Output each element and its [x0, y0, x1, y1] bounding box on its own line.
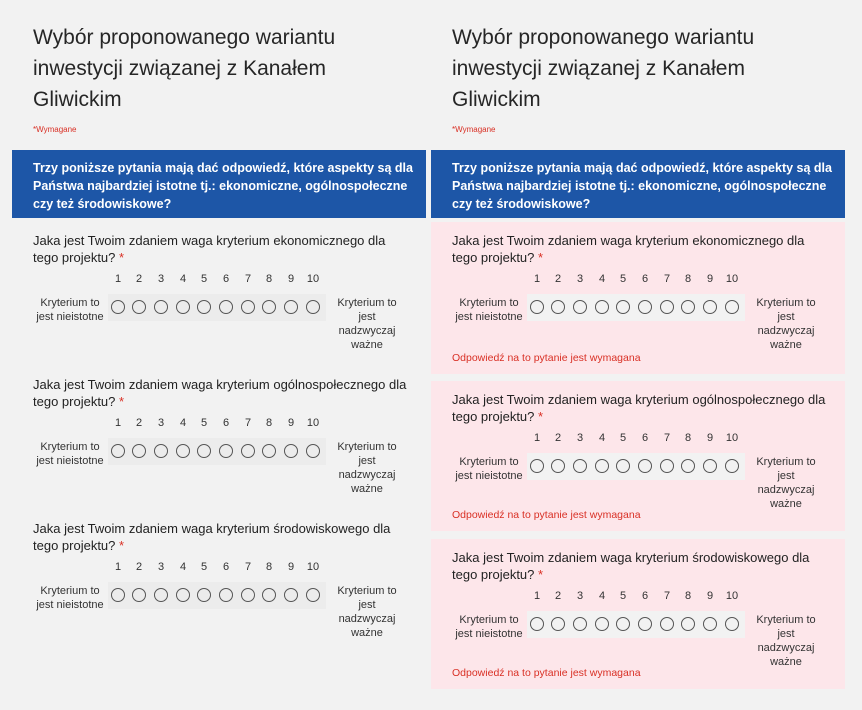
question-title [452, 391, 832, 425]
scale-radio-9[interactable] [284, 300, 298, 314]
scale-number: 3 [576, 590, 584, 602]
scale-number: 10 [306, 561, 320, 573]
scale-radio-7[interactable] [660, 300, 674, 314]
scale-number: 1 [114, 561, 122, 573]
scale-number: 10 [306, 417, 320, 429]
question-title [33, 232, 413, 266]
validation-error: Odpowiedź na to pytanie jest wymagana [452, 667, 641, 679]
scale-radio-2[interactable] [132, 444, 146, 458]
scale-number: 6 [222, 273, 230, 285]
scale-radio-1[interactable] [111, 444, 125, 458]
scale-number: 3 [157, 417, 165, 429]
linear-scale-track [527, 453, 745, 480]
scale-number: 5 [200, 561, 208, 573]
scale-radio-8[interactable] [681, 617, 695, 631]
question-environmental [12, 520, 426, 650]
scale-radio-7[interactable] [660, 459, 674, 473]
scale-numbers [12, 273, 426, 287]
scale-number: 7 [244, 417, 252, 429]
linear-scale-track [108, 438, 326, 465]
scale-radio-1[interactable] [530, 617, 544, 631]
scale-radio-4[interactable] [176, 300, 190, 314]
form-title: Wybór proponowanego wariantu inwestycji związanej z Kanałem Gliwickim [452, 26, 755, 111]
scale-radio-3[interactable] [573, 617, 587, 631]
question-environmental [431, 539, 845, 689]
required-star: * [119, 394, 125, 409]
scale-number: 5 [200, 417, 208, 429]
question-economic [431, 222, 845, 374]
scale-number: 6 [641, 273, 649, 285]
scale-radio-10[interactable] [306, 444, 320, 458]
scale-number: 10 [725, 590, 739, 602]
scale-radio-5[interactable] [197, 300, 211, 314]
question-social [431, 381, 845, 531]
required-star: * [119, 250, 125, 265]
linear-scale-track [108, 294, 326, 321]
scale-radio-3[interactable] [154, 444, 168, 458]
scale-high-label: Kryterium to jest nadzwyczaj ważne [756, 297, 816, 351]
scale-radio-2[interactable] [132, 588, 146, 602]
scale-radio-9[interactable] [703, 300, 717, 314]
scale-radio-4[interactable] [595, 300, 609, 314]
scale-number: 1 [533, 432, 541, 444]
section-description: Trzy poniższe pytania mają dać odpowiedź, które aspekty są dla Państwa najbardziej istotne tj.: ekonomiczne, ogólnospołeczne czy też środowiskowe? [431, 150, 845, 218]
scale-high-label: Kryterium to jest nadzwyczaj ważne [756, 614, 816, 668]
scale-radio-8[interactable] [262, 588, 276, 602]
question-economic [12, 232, 426, 362]
scale-low-label: Kryterium to jest nieistotne [36, 441, 104, 467]
scale-radio-2[interactable] [551, 617, 565, 631]
scale-radio-9[interactable] [284, 444, 298, 458]
scale-radio-10[interactable] [725, 300, 739, 314]
required-star: * [538, 409, 544, 424]
scale-radio-4[interactable] [176, 444, 190, 458]
scale-high-label: Kryterium to jest nadzwyczaj ważne [756, 456, 816, 510]
scale-radio-4[interactable] [176, 588, 190, 602]
scale-number: 2 [554, 590, 562, 602]
validation-error: Odpowiedź na to pytanie jest wymagana [452, 352, 641, 364]
scale-radio-10[interactable] [725, 617, 739, 631]
scale-number: 3 [576, 432, 584, 444]
scale-number: 7 [663, 273, 671, 285]
scale-radio-6[interactable] [219, 588, 233, 602]
scale-high-label: Kryterium to jest nadzwyczaj ważne [337, 297, 397, 351]
scale-radio-10[interactable] [725, 459, 739, 473]
question-title [452, 549, 832, 583]
scale-number: 1 [533, 273, 541, 285]
scale-radio-1[interactable] [530, 300, 544, 314]
scale-radio-2[interactable] [551, 459, 565, 473]
scale-number: 8 [684, 273, 692, 285]
scale-number: 7 [244, 273, 252, 285]
scale-number: 4 [598, 273, 606, 285]
scale-low-label: Kryterium to jest nieistotne [36, 297, 104, 323]
scale-number: 5 [619, 273, 627, 285]
scale-number: 2 [554, 273, 562, 285]
scale-radio-5[interactable] [197, 444, 211, 458]
scale-number: 4 [179, 273, 187, 285]
scale-radio-3[interactable] [573, 300, 587, 314]
scale-radio-7[interactable] [241, 588, 255, 602]
required-star: * [119, 538, 125, 553]
scale-low-label: Kryterium to jest nieistotne [455, 297, 523, 323]
scale-number: 7 [244, 561, 252, 573]
scale-number: 7 [663, 432, 671, 444]
scale-number: 2 [554, 432, 562, 444]
scale-radio-4[interactable] [595, 459, 609, 473]
scale-radio-6[interactable] [638, 617, 652, 631]
scale-radio-2[interactable] [551, 300, 565, 314]
scale-radio-10[interactable] [306, 300, 320, 314]
scale-number: 6 [641, 432, 649, 444]
scale-radio-8[interactable] [681, 300, 695, 314]
scale-number: 2 [135, 561, 143, 573]
scale-number: 10 [725, 432, 739, 444]
scale-radio-6[interactable] [638, 300, 652, 314]
scale-radio-9[interactable] [703, 459, 717, 473]
scale-number: 9 [287, 561, 295, 573]
scale-radio-9[interactable] [703, 617, 717, 631]
scale-number: 1 [533, 590, 541, 602]
scale-radio-7[interactable] [241, 444, 255, 458]
validation-error: Odpowiedź na to pytanie jest wymagana [452, 509, 641, 521]
scale-number: 9 [706, 590, 714, 602]
scale-low-label: Kryterium to jest nieistotne [36, 585, 104, 611]
form-panel-default [12, 0, 426, 710]
scale-number: 4 [598, 590, 606, 602]
question-text: Jaka jest Twoim zdaniem waga kryterium ekonomicznego dla tego projektu? [452, 233, 805, 265]
question-text: Jaka jest Twoim zdaniem waga kryterium ogólnospołecznego dla tego projektu? [452, 392, 826, 424]
scale-radio-5[interactable] [616, 459, 630, 473]
scale-high-label: Kryterium to jest nadzwyczaj ważne [337, 441, 397, 495]
required-star: * [538, 250, 544, 265]
scale-number: 8 [265, 561, 273, 573]
scale-number: 2 [135, 417, 143, 429]
question-social [12, 376, 426, 506]
scale-number: 9 [706, 273, 714, 285]
scale-radio-5[interactable] [616, 300, 630, 314]
scale-number: 10 [725, 273, 739, 285]
question-title [33, 376, 413, 410]
form-panel-validation [431, 0, 845, 710]
question-text: Jaka jest Twoim zdaniem waga kryterium środowiskowego dla tego projektu? [33, 521, 391, 553]
scale-number: 10 [306, 273, 320, 285]
scale-radio-3[interactable] [573, 459, 587, 473]
required-note: *Wymagane [33, 125, 77, 134]
scale-radio-7[interactable] [241, 300, 255, 314]
scale-radio-7[interactable] [660, 617, 674, 631]
scale-radio-8[interactable] [262, 300, 276, 314]
question-title [33, 520, 413, 554]
scale-number: 8 [684, 432, 692, 444]
scale-number: 6 [641, 590, 649, 602]
linear-scale-track [108, 582, 326, 609]
scale-radio-5[interactable] [616, 617, 630, 631]
scale-radio-6[interactable] [219, 444, 233, 458]
scale-radio-1[interactable] [111, 300, 125, 314]
scale-number: 5 [200, 273, 208, 285]
scale-number: 8 [265, 417, 273, 429]
scale-number: 9 [287, 273, 295, 285]
scale-number: 9 [287, 417, 295, 429]
scale-numbers [431, 590, 845, 604]
required-note: *Wymagane [452, 125, 496, 134]
scale-radio-1[interactable] [530, 459, 544, 473]
scale-number: 3 [157, 273, 165, 285]
scale-number: 1 [114, 273, 122, 285]
scale-radio-5[interactable] [197, 588, 211, 602]
scale-high-label: Kryterium to jest nadzwyczaj ważne [337, 585, 397, 639]
scale-low-label: Kryterium to jest nieistotne [455, 456, 523, 482]
scale-radio-3[interactable] [154, 588, 168, 602]
scale-number: 7 [663, 590, 671, 602]
linear-scale-track [527, 294, 745, 321]
scale-numbers [431, 273, 845, 287]
scale-number: 4 [179, 417, 187, 429]
scale-number: 2 [135, 273, 143, 285]
scale-radio-8[interactable] [262, 444, 276, 458]
scale-radio-6[interactable] [638, 459, 652, 473]
scale-radio-6[interactable] [219, 300, 233, 314]
scale-number: 4 [598, 432, 606, 444]
scale-low-label: Kryterium to jest nieistotne [455, 614, 523, 640]
scale-radio-9[interactable] [284, 588, 298, 602]
scale-number: 1 [114, 417, 122, 429]
scale-radio-1[interactable] [111, 588, 125, 602]
question-text: Jaka jest Twoim zdaniem waga kryterium środowiskowego dla tego projektu? [452, 550, 810, 582]
scale-number: 5 [619, 432, 627, 444]
linear-scale-track [527, 611, 745, 638]
question-text: Jaka jest Twoim zdaniem waga kryterium ekonomicznego dla tego projektu? [33, 233, 386, 265]
scale-numbers [431, 432, 845, 446]
scale-numbers [12, 561, 426, 575]
form-title: Wybór proponowanego wariantu inwestycji związanej z Kanałem Gliwickim [33, 26, 336, 111]
question-title [452, 232, 832, 266]
scale-radio-4[interactable] [595, 617, 609, 631]
scale-number: 8 [684, 590, 692, 602]
required-star: * [538, 567, 544, 582]
scale-radio-10[interactable] [306, 588, 320, 602]
scale-number: 9 [706, 432, 714, 444]
scale-number: 3 [157, 561, 165, 573]
scale-radio-2[interactable] [132, 300, 146, 314]
scale-number: 5 [619, 590, 627, 602]
scale-number: 3 [576, 273, 584, 285]
section-description: Trzy poniższe pytania mają dać odpowiedź, które aspekty są dla Państwa najbardziej istotne tj.: ekonomiczne, ogólnospołeczne czy też środowiskowe? [12, 150, 426, 218]
scale-number: 6 [222, 417, 230, 429]
scale-number: 4 [179, 561, 187, 573]
scale-radio-3[interactable] [154, 300, 168, 314]
scale-number: 6 [222, 561, 230, 573]
scale-number: 8 [265, 273, 273, 285]
scale-numbers [12, 417, 426, 431]
scale-radio-8[interactable] [681, 459, 695, 473]
question-text: Jaka jest Twoim zdaniem waga kryterium ogólnospołecznego dla tego projektu? [33, 377, 407, 409]
